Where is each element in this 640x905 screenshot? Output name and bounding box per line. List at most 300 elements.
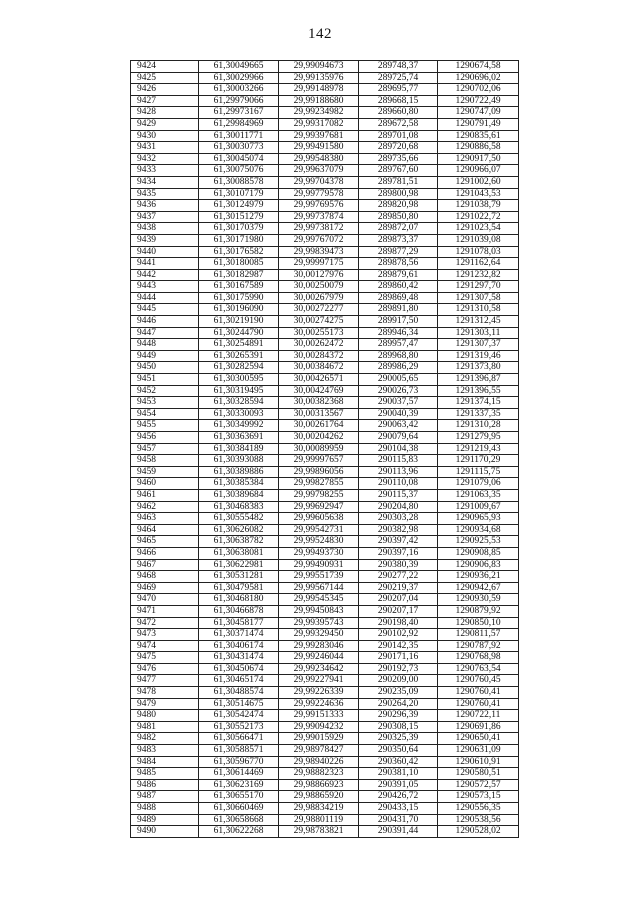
latitude-cell: 61,30244790 bbox=[199, 327, 279, 339]
table-row bbox=[131, 188, 519, 200]
latitude-cell: 61,30171980 bbox=[199, 234, 279, 246]
longitude-cell: 29,99524830 bbox=[279, 536, 359, 548]
latitude-cell: 61,30180085 bbox=[199, 258, 279, 270]
longitude-cell: 29,99737874 bbox=[279, 211, 359, 223]
point-number-cell: 9443 bbox=[131, 281, 199, 293]
x-coordinate-cell: 290037,57 bbox=[359, 397, 438, 409]
table-row bbox=[131, 536, 519, 548]
latitude-cell: 61,29979066 bbox=[199, 95, 279, 107]
x-coordinate-cell: 290142,35 bbox=[359, 640, 438, 652]
longitude-cell: 29,98834219 bbox=[279, 803, 359, 815]
table-row bbox=[131, 61, 519, 73]
x-coordinate-cell: 290360,42 bbox=[359, 756, 438, 768]
longitude-cell: 29,99551739 bbox=[279, 571, 359, 583]
longitude-cell: 29,99227941 bbox=[279, 675, 359, 687]
longitude-cell: 29,99226339 bbox=[279, 687, 359, 699]
y-coordinate-cell: 1291279,95 bbox=[438, 432, 519, 444]
x-coordinate-cell: 290219,37 bbox=[359, 582, 438, 594]
table-row bbox=[131, 130, 519, 142]
point-number-cell: 9450 bbox=[131, 362, 199, 374]
longitude-cell: 29,98801119 bbox=[279, 814, 359, 826]
y-coordinate-cell: 1291009,67 bbox=[438, 501, 519, 513]
latitude-cell: 61,29984969 bbox=[199, 118, 279, 130]
longitude-cell: 30,00284372 bbox=[279, 350, 359, 362]
longitude-cell: 29,98866923 bbox=[279, 779, 359, 791]
longitude-cell: 29,99769576 bbox=[279, 200, 359, 212]
point-number-cell: 9445 bbox=[131, 304, 199, 316]
point-number-cell: 9483 bbox=[131, 745, 199, 757]
x-coordinate-cell: 289877,29 bbox=[359, 246, 438, 258]
longitude-cell: 29,99397681 bbox=[279, 130, 359, 142]
coordinates-table-body bbox=[131, 61, 519, 838]
latitude-cell: 61,30182987 bbox=[199, 269, 279, 281]
longitude-cell: 29,99094673 bbox=[279, 61, 359, 73]
y-coordinate-cell: 1290722,11 bbox=[438, 710, 519, 722]
y-coordinate-cell: 1290942,67 bbox=[438, 582, 519, 594]
latitude-cell: 61,30514675 bbox=[199, 698, 279, 710]
longitude-cell: 30,00274275 bbox=[279, 316, 359, 328]
latitude-cell: 61,30660469 bbox=[199, 803, 279, 815]
latitude-cell: 61,30622981 bbox=[199, 559, 279, 571]
x-coordinate-cell: 289873,37 bbox=[359, 234, 438, 246]
x-coordinate-cell: 290303,28 bbox=[359, 513, 438, 525]
point-number-cell: 9452 bbox=[131, 385, 199, 397]
point-number-cell: 9482 bbox=[131, 733, 199, 745]
point-number-cell: 9456 bbox=[131, 432, 199, 444]
point-number-cell: 9478 bbox=[131, 687, 199, 699]
y-coordinate-cell: 1291307,37 bbox=[438, 339, 519, 351]
longitude-cell: 29,99997175 bbox=[279, 258, 359, 270]
table-row bbox=[131, 234, 519, 246]
x-coordinate-cell: 289720,68 bbox=[359, 142, 438, 154]
latitude-cell: 61,30328594 bbox=[199, 397, 279, 409]
table-row bbox=[131, 582, 519, 594]
point-number-cell: 9449 bbox=[131, 350, 199, 362]
latitude-cell: 61,30479581 bbox=[199, 582, 279, 594]
point-number-cell: 9441 bbox=[131, 258, 199, 270]
latitude-cell: 61,30219190 bbox=[199, 316, 279, 328]
longitude-cell: 30,00250079 bbox=[279, 281, 359, 293]
longitude-cell: 29,99395743 bbox=[279, 617, 359, 629]
longitude-cell: 29,98940226 bbox=[279, 756, 359, 768]
x-coordinate-cell: 289781,51 bbox=[359, 176, 438, 188]
longitude-cell: 30,00262472 bbox=[279, 339, 359, 351]
y-coordinate-cell: 1291219,43 bbox=[438, 443, 519, 455]
y-coordinate-cell: 1291063,35 bbox=[438, 489, 519, 501]
point-number-cell: 9440 bbox=[131, 246, 199, 258]
table-row bbox=[131, 304, 519, 316]
table-row bbox=[131, 617, 519, 629]
x-coordinate-cell: 289878,56 bbox=[359, 258, 438, 270]
y-coordinate-cell: 1290610,91 bbox=[438, 756, 519, 768]
table-row bbox=[131, 513, 519, 525]
latitude-cell: 61,30151279 bbox=[199, 211, 279, 223]
y-coordinate-cell: 1290573,15 bbox=[438, 791, 519, 803]
table-row bbox=[131, 153, 519, 165]
table-row bbox=[131, 316, 519, 328]
x-coordinate-cell: 290391,44 bbox=[359, 826, 438, 838]
point-number-cell: 9434 bbox=[131, 176, 199, 188]
point-number-cell: 9439 bbox=[131, 234, 199, 246]
y-coordinate-cell: 1290528,02 bbox=[438, 826, 519, 838]
x-coordinate-cell: 290431,70 bbox=[359, 814, 438, 826]
y-coordinate-cell: 1290791,49 bbox=[438, 118, 519, 130]
point-number-cell: 9466 bbox=[131, 547, 199, 559]
table-row bbox=[131, 95, 519, 107]
point-number-cell: 9477 bbox=[131, 675, 199, 687]
latitude-cell: 61,30030773 bbox=[199, 142, 279, 154]
x-coordinate-cell: 289872,07 bbox=[359, 223, 438, 235]
longitude-cell: 30,00089959 bbox=[279, 443, 359, 455]
latitude-cell: 61,30466878 bbox=[199, 605, 279, 617]
longitude-cell: 29,99135976 bbox=[279, 72, 359, 84]
latitude-cell: 61,30431474 bbox=[199, 652, 279, 664]
point-number-cell: 9458 bbox=[131, 455, 199, 467]
latitude-cell: 61,30049665 bbox=[199, 61, 279, 73]
longitude-cell: 29,99148978 bbox=[279, 84, 359, 96]
latitude-cell: 61,30176582 bbox=[199, 246, 279, 258]
longitude-cell: 30,00382368 bbox=[279, 397, 359, 409]
latitude-cell: 61,30265391 bbox=[199, 350, 279, 362]
x-coordinate-cell: 290308,15 bbox=[359, 721, 438, 733]
table-row bbox=[131, 223, 519, 235]
x-coordinate-cell: 290110,08 bbox=[359, 478, 438, 490]
table-row bbox=[131, 72, 519, 84]
point-number-cell: 9467 bbox=[131, 559, 199, 571]
x-coordinate-cell: 290296,39 bbox=[359, 710, 438, 722]
y-coordinate-cell: 1290879,92 bbox=[438, 605, 519, 617]
latitude-cell: 61,30638782 bbox=[199, 536, 279, 548]
longitude-cell: 29,99491580 bbox=[279, 142, 359, 154]
x-coordinate-cell: 290115,83 bbox=[359, 455, 438, 467]
longitude-cell: 29,99704378 bbox=[279, 176, 359, 188]
x-coordinate-cell: 290382,98 bbox=[359, 524, 438, 536]
point-number-cell: 9429 bbox=[131, 118, 199, 130]
table-row bbox=[131, 176, 519, 188]
latitude-cell: 61,30167589 bbox=[199, 281, 279, 293]
y-coordinate-cell: 1290886,58 bbox=[438, 142, 519, 154]
point-number-cell: 9460 bbox=[131, 478, 199, 490]
y-coordinate-cell: 1290722,49 bbox=[438, 95, 519, 107]
latitude-cell: 61,30330093 bbox=[199, 408, 279, 420]
latitude-cell: 61,30175990 bbox=[199, 292, 279, 304]
table-row bbox=[131, 675, 519, 687]
longitude-cell: 29,99490931 bbox=[279, 559, 359, 571]
point-number-cell: 9470 bbox=[131, 594, 199, 606]
point-number-cell: 9471 bbox=[131, 605, 199, 617]
latitude-cell: 61,30450674 bbox=[199, 663, 279, 675]
table-row bbox=[131, 397, 519, 409]
longitude-cell: 29,99997657 bbox=[279, 455, 359, 467]
point-number-cell: 9428 bbox=[131, 107, 199, 119]
latitude-cell: 61,30045074 bbox=[199, 153, 279, 165]
table-row bbox=[131, 571, 519, 583]
y-coordinate-cell: 1291312,45 bbox=[438, 316, 519, 328]
y-coordinate-cell: 1290763,54 bbox=[438, 663, 519, 675]
x-coordinate-cell: 289850,80 bbox=[359, 211, 438, 223]
latitude-cell: 61,30658668 bbox=[199, 814, 279, 826]
longitude-cell: 30,00426571 bbox=[279, 374, 359, 386]
longitude-cell: 29,99317082 bbox=[279, 118, 359, 130]
table-row bbox=[131, 559, 519, 571]
latitude-cell: 61,30542474 bbox=[199, 710, 279, 722]
longitude-cell: 29,99188680 bbox=[279, 95, 359, 107]
y-coordinate-cell: 1290936,21 bbox=[438, 571, 519, 583]
table-row bbox=[131, 756, 519, 768]
x-coordinate-cell: 290063,42 bbox=[359, 420, 438, 432]
latitude-cell: 61,30029966 bbox=[199, 72, 279, 84]
y-coordinate-cell: 1290572,57 bbox=[438, 779, 519, 791]
table-row bbox=[131, 594, 519, 606]
latitude-cell: 61,30622268 bbox=[199, 826, 279, 838]
longitude-cell: 29,99015929 bbox=[279, 733, 359, 745]
y-coordinate-cell: 1291162,64 bbox=[438, 258, 519, 270]
x-coordinate-cell: 290207,04 bbox=[359, 594, 438, 606]
y-coordinate-cell: 1291232,82 bbox=[438, 269, 519, 281]
x-coordinate-cell: 289748,37 bbox=[359, 61, 438, 73]
longitude-cell: 30,00127976 bbox=[279, 269, 359, 281]
y-coordinate-cell: 1290908,85 bbox=[438, 547, 519, 559]
y-coordinate-cell: 1291039,08 bbox=[438, 234, 519, 246]
x-coordinate-cell: 290209,00 bbox=[359, 675, 438, 687]
latitude-cell: 61,30300595 bbox=[199, 374, 279, 386]
table-row bbox=[131, 246, 519, 258]
latitude-cell: 61,30626082 bbox=[199, 524, 279, 536]
table-row bbox=[131, 455, 519, 467]
point-number-cell: 9435 bbox=[131, 188, 199, 200]
table-row bbox=[131, 200, 519, 212]
y-coordinate-cell: 1291038,79 bbox=[438, 200, 519, 212]
point-number-cell: 9431 bbox=[131, 142, 199, 154]
point-number-cell: 9453 bbox=[131, 397, 199, 409]
table-row bbox=[131, 733, 519, 745]
table-row bbox=[131, 432, 519, 444]
point-number-cell: 9424 bbox=[131, 61, 199, 73]
point-number-cell: 9462 bbox=[131, 501, 199, 513]
x-coordinate-cell: 290397,42 bbox=[359, 536, 438, 548]
x-coordinate-cell: 290380,39 bbox=[359, 559, 438, 571]
table-row bbox=[131, 211, 519, 223]
point-number-cell: 9472 bbox=[131, 617, 199, 629]
table-row bbox=[131, 687, 519, 699]
y-coordinate-cell: 1290674,58 bbox=[438, 61, 519, 73]
x-coordinate-cell: 289672,58 bbox=[359, 118, 438, 130]
latitude-cell: 61,30555482 bbox=[199, 513, 279, 525]
point-number-cell: 9485 bbox=[131, 768, 199, 780]
point-number-cell: 9474 bbox=[131, 640, 199, 652]
x-coordinate-cell: 290040,39 bbox=[359, 408, 438, 420]
longitude-cell: 30,00255173 bbox=[279, 327, 359, 339]
longitude-cell: 29,98978427 bbox=[279, 745, 359, 757]
y-coordinate-cell: 1290768,98 bbox=[438, 652, 519, 664]
point-number-cell: 9469 bbox=[131, 582, 199, 594]
x-coordinate-cell: 289946,34 bbox=[359, 327, 438, 339]
x-coordinate-cell: 290005,65 bbox=[359, 374, 438, 386]
y-coordinate-cell: 1291337,35 bbox=[438, 408, 519, 420]
y-coordinate-cell: 1291374,15 bbox=[438, 397, 519, 409]
latitude-cell: 61,30488574 bbox=[199, 687, 279, 699]
y-coordinate-cell: 1290906,83 bbox=[438, 559, 519, 571]
longitude-cell: 29,99637079 bbox=[279, 165, 359, 177]
y-coordinate-cell: 1291022,72 bbox=[438, 211, 519, 223]
y-coordinate-cell: 1290965,93 bbox=[438, 513, 519, 525]
latitude-cell: 61,30623169 bbox=[199, 779, 279, 791]
latitude-cell: 61,30384189 bbox=[199, 443, 279, 455]
longitude-cell: 29,99738172 bbox=[279, 223, 359, 235]
y-coordinate-cell: 1290696,02 bbox=[438, 72, 519, 84]
point-number-cell: 9438 bbox=[131, 223, 199, 235]
y-coordinate-cell: 1291373,80 bbox=[438, 362, 519, 374]
table-row bbox=[131, 721, 519, 733]
longitude-cell: 29,99839473 bbox=[279, 246, 359, 258]
point-number-cell: 9433 bbox=[131, 165, 199, 177]
x-coordinate-cell: 290381,10 bbox=[359, 768, 438, 780]
latitude-cell: 61,30389684 bbox=[199, 489, 279, 501]
point-number-cell: 9427 bbox=[131, 95, 199, 107]
longitude-cell: 29,99779578 bbox=[279, 188, 359, 200]
longitude-cell: 29,99827855 bbox=[279, 478, 359, 490]
x-coordinate-cell: 289879,61 bbox=[359, 269, 438, 281]
longitude-cell: 29,99329450 bbox=[279, 629, 359, 641]
table-row bbox=[131, 339, 519, 351]
point-number-cell: 9486 bbox=[131, 779, 199, 791]
y-coordinate-cell: 1290538,56 bbox=[438, 814, 519, 826]
y-coordinate-cell: 1291303,11 bbox=[438, 327, 519, 339]
x-coordinate-cell: 290207,17 bbox=[359, 605, 438, 617]
table-row bbox=[131, 524, 519, 536]
y-coordinate-cell: 1291396,87 bbox=[438, 374, 519, 386]
y-coordinate-cell: 1290925,53 bbox=[438, 536, 519, 548]
y-coordinate-cell: 1291297,70 bbox=[438, 281, 519, 293]
point-number-cell: 9448 bbox=[131, 339, 199, 351]
table-row bbox=[131, 420, 519, 432]
point-number-cell: 9459 bbox=[131, 466, 199, 478]
x-coordinate-cell: 290325,39 bbox=[359, 733, 438, 745]
point-number-cell: 9461 bbox=[131, 489, 199, 501]
latitude-cell: 61,30371474 bbox=[199, 629, 279, 641]
longitude-cell: 29,99692947 bbox=[279, 501, 359, 513]
point-number-cell: 9488 bbox=[131, 803, 199, 815]
latitude-cell: 61,30011771 bbox=[199, 130, 279, 142]
x-coordinate-cell: 289668,15 bbox=[359, 95, 438, 107]
x-coordinate-cell: 290350,64 bbox=[359, 745, 438, 757]
y-coordinate-cell: 1290691,86 bbox=[438, 721, 519, 733]
x-coordinate-cell: 290264,20 bbox=[359, 698, 438, 710]
x-coordinate-cell: 289968,80 bbox=[359, 350, 438, 362]
y-coordinate-cell: 1290760,45 bbox=[438, 675, 519, 687]
table-row bbox=[131, 768, 519, 780]
latitude-cell: 61,30319495 bbox=[199, 385, 279, 397]
latitude-cell: 61,30458177 bbox=[199, 617, 279, 629]
table-row bbox=[131, 292, 519, 304]
longitude-cell: 30,00384672 bbox=[279, 362, 359, 374]
longitude-cell: 29,99450843 bbox=[279, 605, 359, 617]
table-row bbox=[131, 269, 519, 281]
x-coordinate-cell: 290026,73 bbox=[359, 385, 438, 397]
y-coordinate-cell: 1291002,60 bbox=[438, 176, 519, 188]
y-coordinate-cell: 1290760,41 bbox=[438, 687, 519, 699]
point-number-cell: 9465 bbox=[131, 536, 199, 548]
point-number-cell: 9436 bbox=[131, 200, 199, 212]
point-number-cell: 9475 bbox=[131, 652, 199, 664]
x-coordinate-cell: 290198,40 bbox=[359, 617, 438, 629]
longitude-cell: 29,99605638 bbox=[279, 513, 359, 525]
table-row bbox=[131, 814, 519, 826]
table-row bbox=[131, 663, 519, 675]
table-row bbox=[131, 547, 519, 559]
table-row bbox=[131, 501, 519, 513]
table-row bbox=[131, 107, 519, 119]
longitude-cell: 30,00261764 bbox=[279, 420, 359, 432]
longitude-cell: 29,99542731 bbox=[279, 524, 359, 536]
table-row bbox=[131, 350, 519, 362]
latitude-cell: 61,30124979 bbox=[199, 200, 279, 212]
y-coordinate-cell: 1290580,51 bbox=[438, 768, 519, 780]
point-number-cell: 9473 bbox=[131, 629, 199, 641]
longitude-cell: 29,99151333 bbox=[279, 710, 359, 722]
longitude-cell: 30,00424769 bbox=[279, 385, 359, 397]
table-row bbox=[131, 385, 519, 397]
y-coordinate-cell: 1290835,61 bbox=[438, 130, 519, 142]
x-coordinate-cell: 289986,29 bbox=[359, 362, 438, 374]
coordinates-table bbox=[130, 60, 519, 838]
x-coordinate-cell: 289820,98 bbox=[359, 200, 438, 212]
x-coordinate-cell: 290115,37 bbox=[359, 489, 438, 501]
latitude-cell: 61,30588571 bbox=[199, 745, 279, 757]
latitude-cell: 61,30596770 bbox=[199, 756, 279, 768]
table-row bbox=[131, 489, 519, 501]
y-coordinate-cell: 1290760,41 bbox=[438, 698, 519, 710]
y-coordinate-cell: 1291170,29 bbox=[438, 455, 519, 467]
table-row bbox=[131, 791, 519, 803]
y-coordinate-cell: 1291396,55 bbox=[438, 385, 519, 397]
longitude-cell: 30,00313567 bbox=[279, 408, 359, 420]
point-number-cell: 9447 bbox=[131, 327, 199, 339]
longitude-cell: 29,99493730 bbox=[279, 547, 359, 559]
latitude-cell: 61,30614469 bbox=[199, 768, 279, 780]
table-row bbox=[131, 165, 519, 177]
point-number-cell: 9479 bbox=[131, 698, 199, 710]
table-row bbox=[131, 118, 519, 130]
table-row bbox=[131, 142, 519, 154]
latitude-cell: 61,30003266 bbox=[199, 84, 279, 96]
x-coordinate-cell: 290113,96 bbox=[359, 466, 438, 478]
latitude-cell: 61,30655170 bbox=[199, 791, 279, 803]
latitude-cell: 61,29973167 bbox=[199, 107, 279, 119]
table-row bbox=[131, 629, 519, 641]
x-coordinate-cell: 290391,05 bbox=[359, 779, 438, 791]
y-coordinate-cell: 1290966,07 bbox=[438, 165, 519, 177]
x-coordinate-cell: 290171,16 bbox=[359, 652, 438, 664]
y-coordinate-cell: 1290850,10 bbox=[438, 617, 519, 629]
y-coordinate-cell: 1290631,09 bbox=[438, 745, 519, 757]
x-coordinate-cell: 289725,74 bbox=[359, 72, 438, 84]
latitude-cell: 61,30075076 bbox=[199, 165, 279, 177]
x-coordinate-cell: 290235,09 bbox=[359, 687, 438, 699]
table-row bbox=[131, 640, 519, 652]
table-row bbox=[131, 258, 519, 270]
point-number-cell: 9487 bbox=[131, 791, 199, 803]
point-number-cell: 9442 bbox=[131, 269, 199, 281]
point-number-cell: 9476 bbox=[131, 663, 199, 675]
x-coordinate-cell: 289695,77 bbox=[359, 84, 438, 96]
table-row bbox=[131, 281, 519, 293]
longitude-cell: 29,99567144 bbox=[279, 582, 359, 594]
latitude-cell: 61,30638081 bbox=[199, 547, 279, 559]
point-number-cell: 9455 bbox=[131, 420, 199, 432]
point-number-cell: 9454 bbox=[131, 408, 199, 420]
longitude-cell: 29,99246044 bbox=[279, 652, 359, 664]
